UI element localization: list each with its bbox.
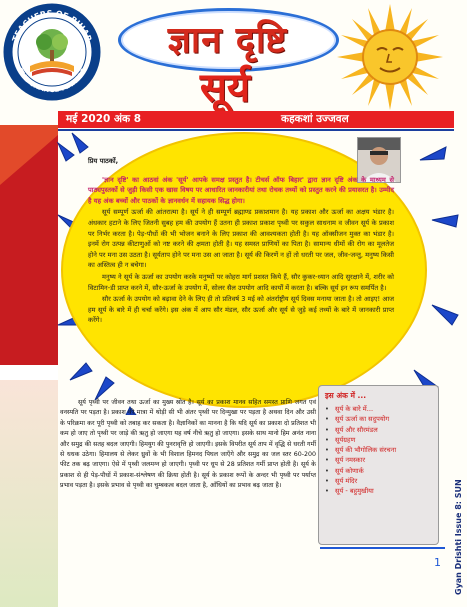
contents-box [318,385,439,545]
contents-item[interactable]: • सूर्य नमस्कार [325,456,366,465]
magazine-title: ज्ञान दृष्टि [167,19,288,61]
svg-text:Gyan Drishti Issue 8: SUN: Gyan Drishti Issue 8: SUN [454,479,463,595]
logo-bottom-text: THE CHANGE MAKERS [15,67,89,95]
contents-title: इस अंक में ... [325,391,367,400]
contents-list [325,404,396,497]
issue-date-number: मई 2020 अंक 8 [66,113,142,125]
teachers-of-bihar-logo [2,2,102,102]
contents-item[interactable]: • सूर्य की भौगोलिक संरचना [325,446,397,455]
contents-item[interactable]: • सूर्य के बारे में... [325,405,374,413]
article-paragraph: सूर्य पृथ्वी पर जीवन तथा ऊर्जा का मुख्य स्रोत है। सूर्य का प्रकाश मानव सहित समस्त प्राणि जगत एवं वनस्पति पर पड़ता है। प्रकाश की मात्रा में थोड़ी सी भी अंतर पृथ्वी पर दिन्मुखा पर पड़ता है अथवा दिन और उसी के परिक्रमा कर पूरी पृथ्वी को तबाह कर सकता है। वैज्ञानिकों का मानना है कि यदि सूर्य का प्रकाश दो प्रतिशत भी कम हो जाए तो पृथ्वी पर जाड़े की ऋतु हो जाएगा यह वर्ष नीचे ऋतु हो जाएगा। इसके साथ मानो हिम अनंत नाना और समुद्र की सतह बदल जाएगी। हिमयुग की पुनरावृत्ति हो जाएगी। इसके विपरीत सूर्य ताप में वृद्धि से धरती गर्मी से धधक उठेगा। हिमालय से लेकर ध्रुवों के भी विशाल हिमनद पिघल जाएँगे और समुद्र का जल स्तर 60-200 फीट तक बढ़ जाएगा। ऐसे में पृथ्वी जलमग्न हो जाएगी। पृथ्वी पर धूप से 28 प्रतिशत गर्मी प्राप्त होती है। सूर्य के प्रकाश से ही पेड़-पौधों में प्रकाश-संश्लेषण की क्रिया होती है। सूर्य के प्रकाश रूपों के अन्दर भी पृथ्वी पर पर्याप्त प्रभाव पड़ता है। इसके प्रभाव से पृथ्वी का चुम्बकत्व बदल जाता है, आँधियों का प्रभाव बढ़ जाता है। [60,399,316,490]
sun-face-icon [335,2,445,112]
contents-item[interactable]: • सूर्य कोणार्क [325,466,364,475]
contents-item[interactable]: • सूर्य और सौरमंडल [325,425,378,434]
issue-subject: सूर्य [199,64,251,111]
footer-rule [320,547,445,549]
letter-paragraph: सौर ऊर्जा के उपयोग को बढ़ावा देने के लिए ही तो प्रतिवर्ष 3 मई को अंतर्राष्ट्रीय सूर्य दिवस मनाया जाता है। तो आइए! आज हम सूर्य के बारे में ही चर्चा करेंगे। इस अंक में आप सौर मंडल, सौर ऊर्जा और सूर्य से जुड़े कई तथ्यों के बारे में जानकारी प्राप्त करेंगे। [88,295,394,325]
letter-greeting: प्रिय पाठकों, [88,157,119,165]
logo-top-text: TEACHERS OF BIHAR [10,8,94,43]
contents-item[interactable]: • सूर्य ऊर्जा का सदुपयोग [325,415,390,424]
article-body [60,398,316,492]
contents-item[interactable]: • सूर्य मंदिर [325,477,358,486]
letter-paragraph: सूर्य सम्पूर्ण ऊर्जा की आंतरात्मा है। सूर्य ने ही सम्पूर्ण ब्रह्माण्ड प्रकाशमान है। यह प्रकाश और ऊर्जा का अक्षय भंडार है। अंधकार हटाने के लिए जितनी सुबह हम की उपयोग हैं उतना ही प्रकाश प्रकाश पृथ्वी पर सकुल साधनाम व जीवन सूर्य के प्रकाश पर निर्भर करता है। पेड़-पौधों की भी भोजन बनाने के लिए प्रकाश की आवश्यकता होती है। यह ऑक्सीजन मुक्त का भंडार है। इनमें रोग उत्पन्न कीटाणुओं को नष्ट करने की क्षमता होती है। यह समस्त प्राणियों का पिता है। सामान्य धीमों की रोग का मूलतेज होने पर मना उस उठता है। सूर्यताप होने पर मना उस आ जाता है। सूर्य की किरणें न हों तो धरती पर जल, जीव-जन्तु, मनुष्य किसी का अस्तित्व ही न बचेगा। [88,208,394,270]
page-number: 1 [434,556,441,569]
vertical-issue-label [451,445,465,595]
contents-item[interactable]: • सूर्य - बहुमुखीया [325,487,374,496]
editor-name: कहकशां उज्जवल [281,113,349,125]
contents-item[interactable]: • सूर्यग्रहण [325,435,356,444]
letter-paragraph: मनुष्य ने सूर्य के ऊर्जा का उपयोग करके मनुष्यों पर कोहरा मार्ग प्रशस्त किये हैं, सौर कुकर-ध्यान आदि सुरक्षाने में, शरीर को विटामिन-डी प्राप्त करने में, सौर-ऊर्जा के उपयोग में, सोलर सैल उपयोग आदि कार्यों में करता है। बल्कि सूर्य इन रूप समर्पित है। [88,272,394,292]
editorial-letter [88,156,394,327]
letter-paragraph: 'ज्ञान दृष्टि' का आठवां अंक 'सूर्य' आपके समक्ष प्रस्तुत है। टीचर्स ऑफ बिहार' द्वारा ज्ञान दृष्टि अंक के माध्यम से पाठ्यपुस्तकों से जुड़ी किसी एक खास विषय पर आधारित जानकारीयां तथा रोचक तथ्यों को प्रस्तुत करने की प्रयासरत है। उम्मीद है यह अंक बच्चों और पाठकों के ज्ञानवर्धन में सहायक सिद्ध होगा। [88,175,394,205]
